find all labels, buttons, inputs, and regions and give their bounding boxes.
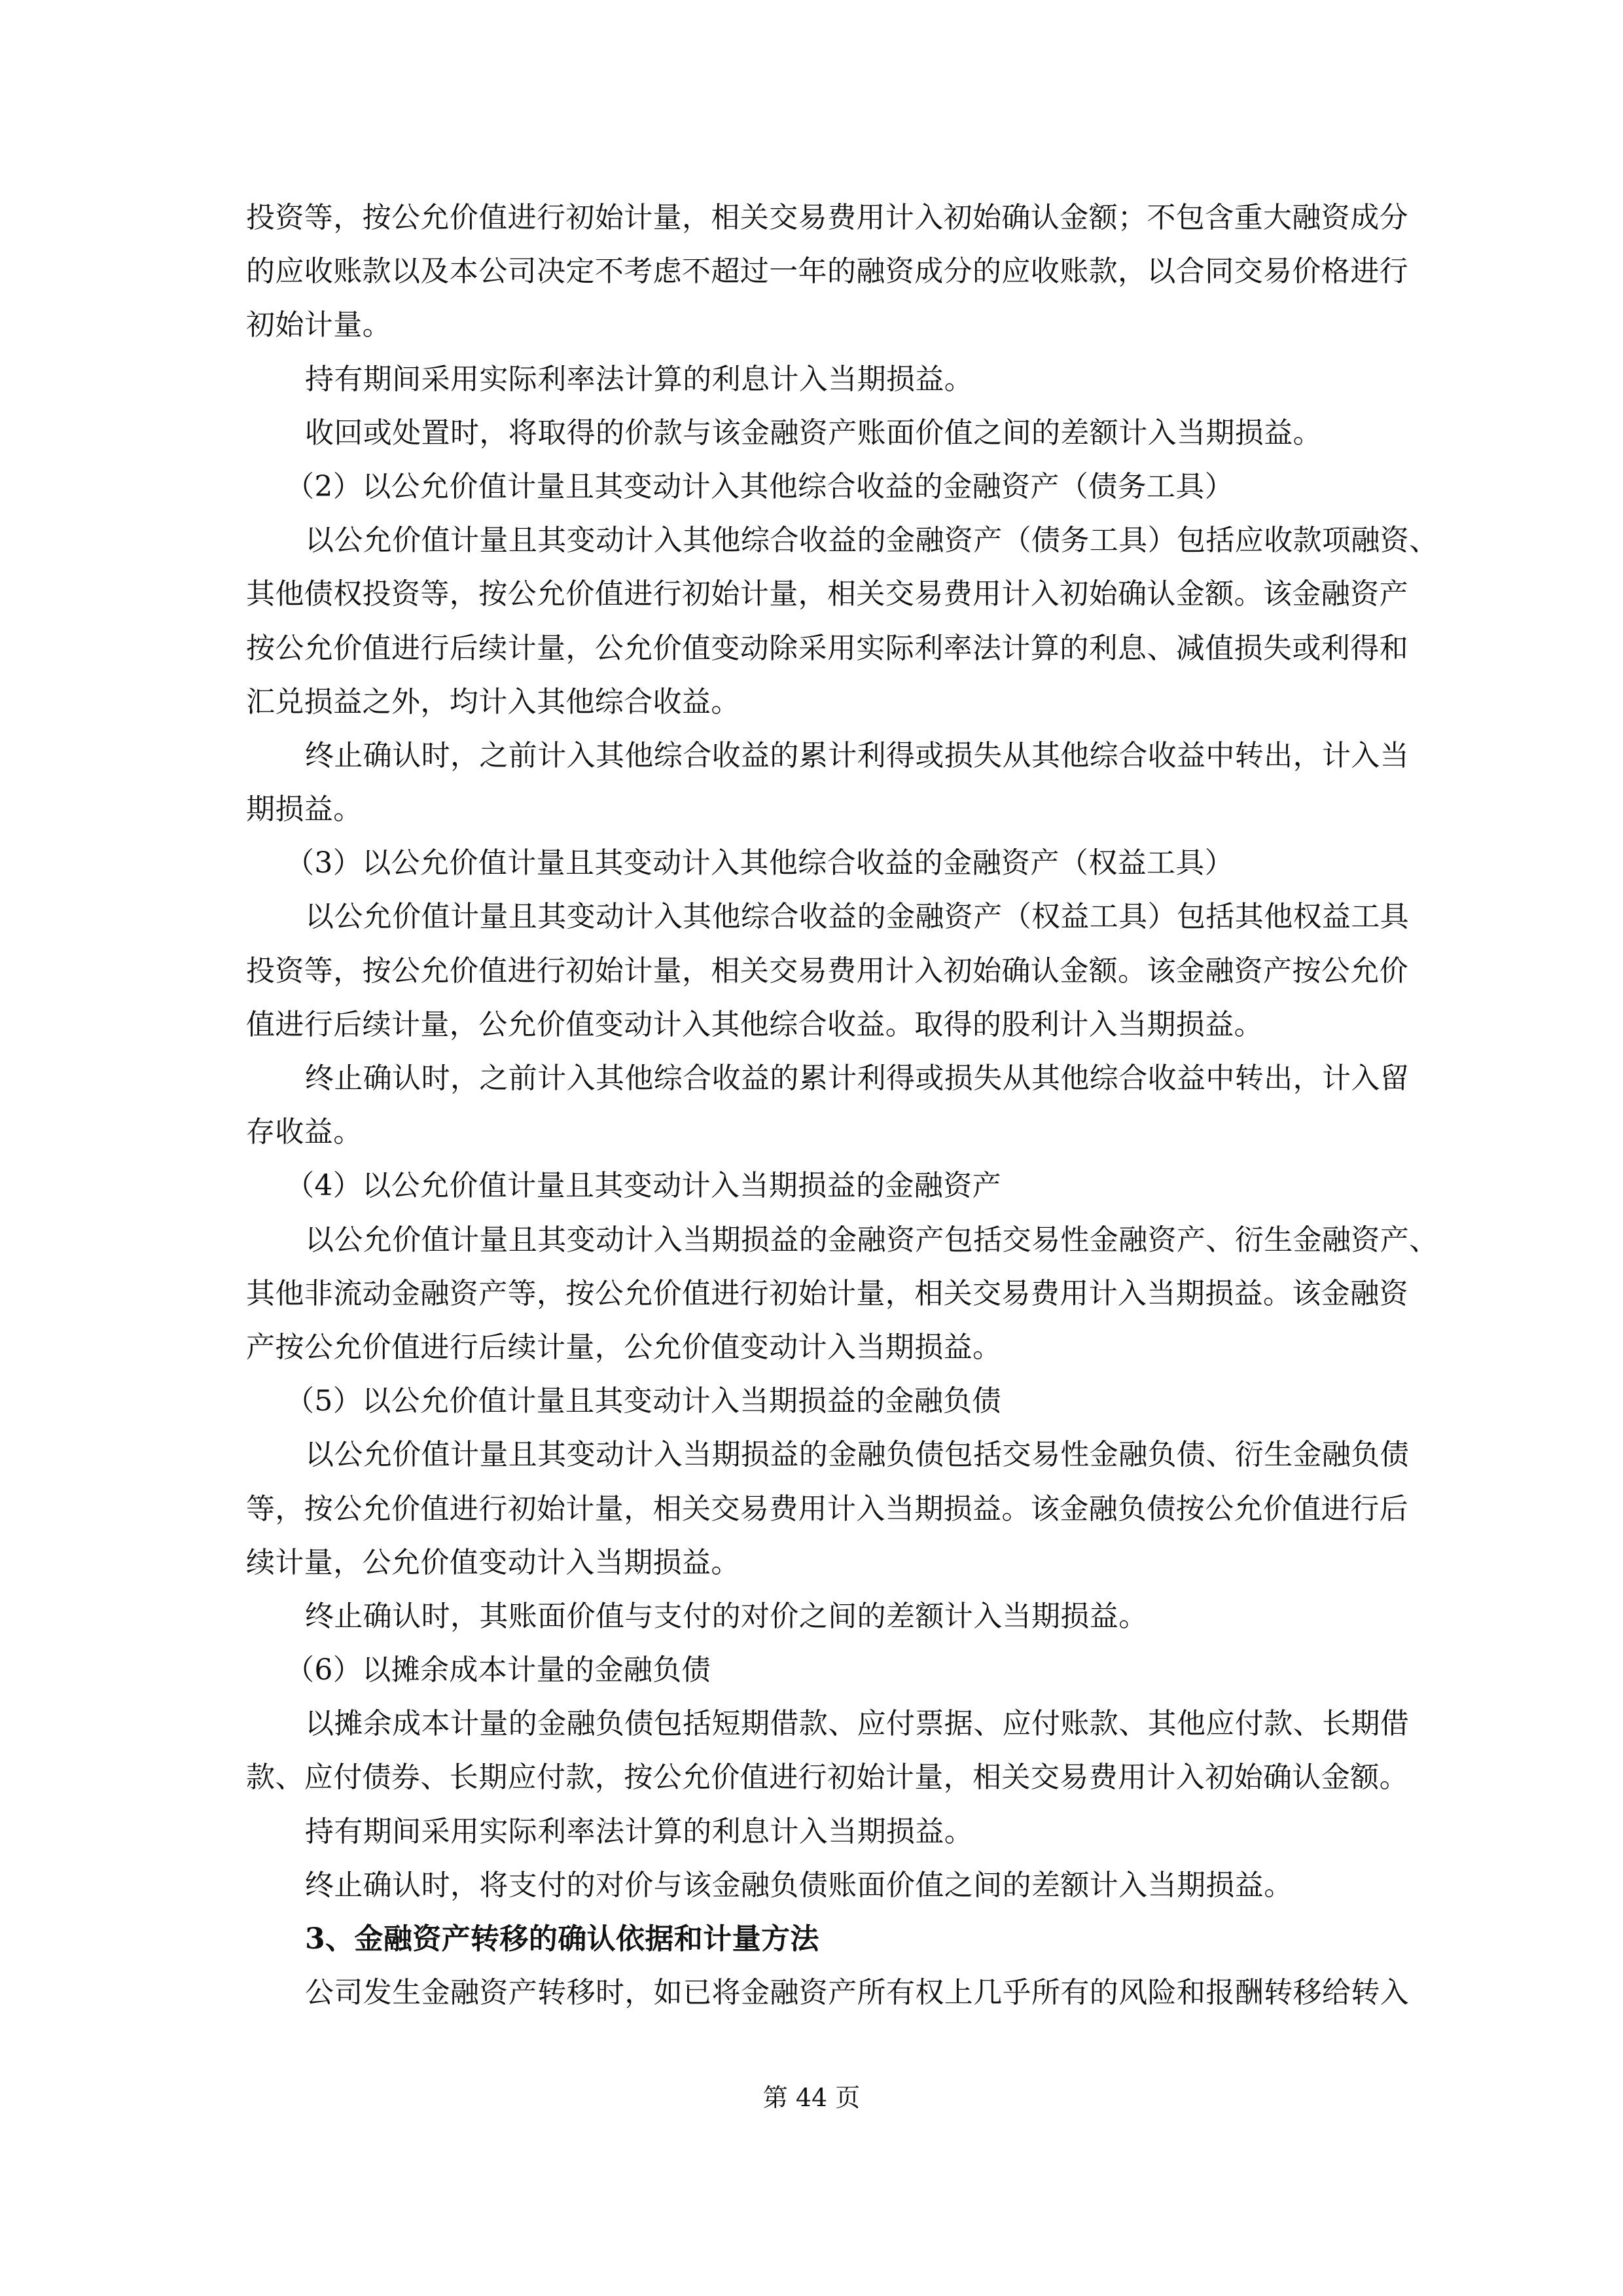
subheading: （3）以公允价值计量且其变动计入其他综合收益的金融资产（权益工具） (285, 846, 1234, 880)
paragraph-line: 存收益。 (246, 1115, 363, 1149)
subheading: （5）以公允价值计量且其变动计入当期损益的金融负债 (285, 1384, 1001, 1418)
paragraph-line: 终止确认时，将支付的对价与该金融负债账面价值之间的差额计入当期损益。 (305, 1868, 1293, 1902)
paragraph-line: 期损益。 (246, 793, 363, 827)
paragraph-line: 以摊余成本计量的金融负债包括短期借款、应付票据、应付账款、其他应付款、长期借 (305, 1707, 1410, 1741)
paragraph-line: 等，按公允价值进行初始计量，相关交易费用计入当期损益。该金融负债按公允价值进行后 (246, 1492, 1408, 1526)
paragraph-line: 公司发生金融资产转移时，如已将金融资产所有权上几乎所有的风险和报酬转移给转入 (305, 1976, 1410, 2010)
paragraph-line: 投资等，按公允价值进行初始计量，相关交易费用计入初始确认金额；不包含重大融资成分 (246, 201, 1408, 234)
paragraph-line: 终止确认时，之前计入其他综合收益的累计利得或损失从其他综合收益中转出，计入留 (305, 1062, 1410, 1095)
paragraph-line: 其他非流动金融资产等，按公允价值进行初始计量，相关交易费用计入当期损益。该金融资 (246, 1276, 1408, 1310)
paragraph-line: 以公允价值计量且其变动计入当期损益的金融负债包括交易性金融负债、衍生金融负债 (305, 1438, 1410, 1472)
paragraph-line: 持有期间采用实际利率法计算的利息计入当期损益。 (305, 362, 974, 396)
paragraph-line: 以公允价值计量且其变动计入其他综合收益的金融资产（债务工具）包括应收款项融资、 (305, 524, 1438, 558)
paragraph-line: 款、应付债券、长期应付款，按公允价值进行初始计量，相关交易费用计入初始确认金额。 (246, 1761, 1408, 1795)
paragraph-line: 续计量，公允价值变动计入当期损益。 (246, 1545, 740, 1579)
paragraph-line: 产按公允价值进行后续计量，公允价值变动计入当期损益。 (246, 1330, 1002, 1364)
subheading: （2）以公允价值计量且其变动计入其他综合收益的金融资产（债务工具） (285, 469, 1234, 503)
paragraph-line: 终止确认时，之前计入其他综合收益的累计利得或损失从其他综合收益中转出，计入当 (305, 738, 1410, 772)
paragraph-line: 其他债权投资等，按公允价值进行初始计量，相关交易费用计入初始确认金额。该金融资产 (246, 577, 1408, 611)
paragraph-line: 收回或处置时，将取得的价款与该金融资产账面价值之间的差额计入当期损益。 (305, 416, 1322, 450)
paragraph-line: 以公允价值计量且其变动计入其他综合收益的金融资产（权益工具）包括其他权益工具 (305, 900, 1410, 934)
paragraph-line: 以公允价值计量且其变动计入当期损益的金融资产包括交易性金融资产、衍生金融资产、 (305, 1223, 1438, 1257)
subheading: （4）以公允价值计量且其变动计入当期损益的金融资产 (285, 1169, 1001, 1203)
paragraph-line: 汇兑损益之外，均计入其他综合收益。 (246, 685, 740, 719)
paragraph-line: 终止确认时，其账面价值与支付的对价之间的差额计入当期损益。 (305, 1599, 1148, 1633)
subheading: （6）以摊余成本计量的金融负债 (285, 1653, 711, 1687)
paragraph-line: 按公允价值进行后续计量，公允价值变动除采用实际利率法计算的利息、减值损失或利得和 (246, 631, 1408, 665)
page-number: 第 44 页 (762, 2083, 861, 2112)
paragraph-line: 值进行后续计量，公允价值变动计入其他综合收益。取得的股利计入当期损益。 (246, 1007, 1263, 1041)
body-text (246, 191, 1438, 2020)
paragraph-line: 初始计量。 (246, 308, 391, 342)
paragraph-line: 的应收账款以及本公司决定不考虑不超过一年的融资成分的应收账款，以合同交易价格进行 (246, 255, 1408, 289)
section-heading: 3、金融资产转移的确认依据和计量方法 (305, 1922, 819, 1956)
paragraph-line: 持有期间采用实际利率法计算的利息计入当期损益。 (305, 1814, 974, 1848)
paragraph-line: 投资等，按公允价值进行初始计量，相关交易费用计入初始确认金额。该金融资产按公允价 (246, 954, 1408, 988)
